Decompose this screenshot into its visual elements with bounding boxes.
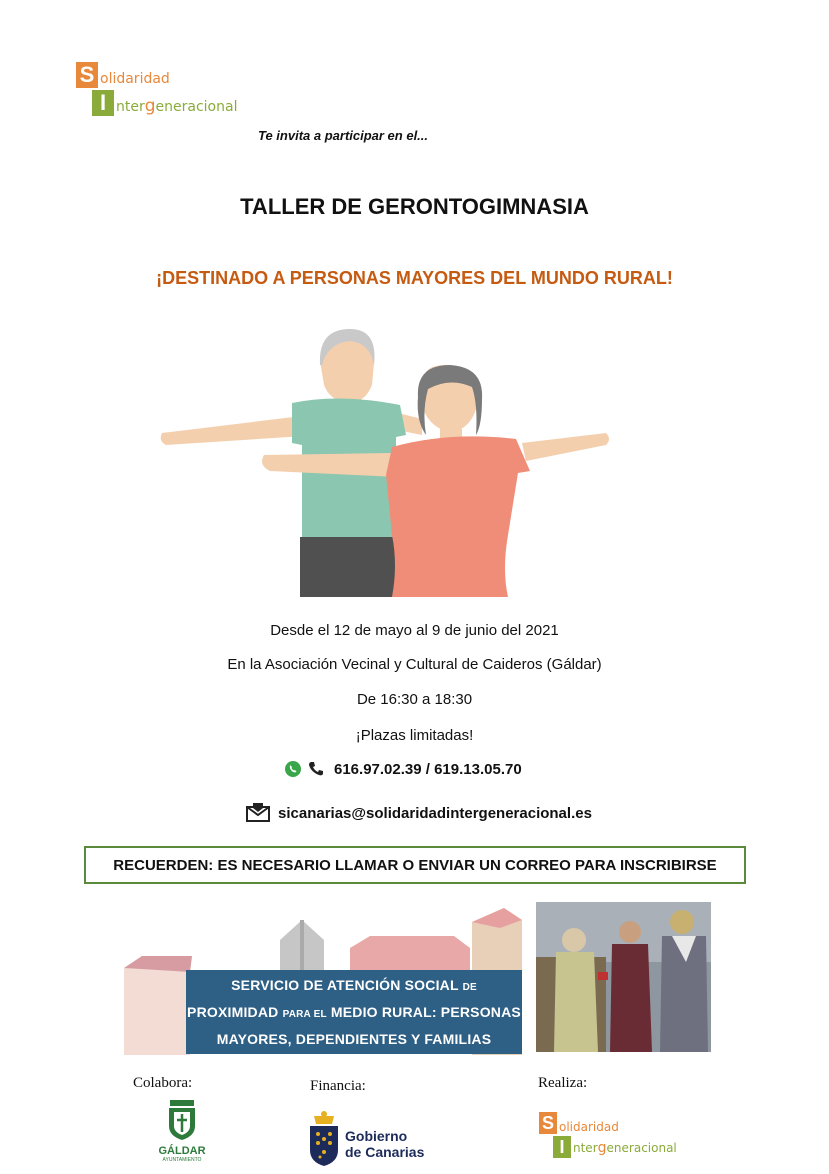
gobierno-line2: de Canarias [345, 1144, 425, 1160]
limited-places: ¡Plazas limitadas! [355, 727, 474, 744]
logo-word-solidaridad: olidaridad [100, 71, 170, 87]
event-location: En la Asociación Vecinal y Cultural de Caideros (Gáldar) [227, 656, 602, 673]
gobierno-line1: Gobierno [345, 1128, 408, 1144]
galdar-subtitle: AYUNTAMIENTO [162, 1157, 202, 1163]
footer-logo-i-square: I [553, 1136, 571, 1158]
logo-s-square: S [76, 62, 98, 88]
realiza-label: Realiza: [538, 1075, 588, 1091]
subtitle: ¡DESTINADO A PERSONAS MAYORES DEL MUNDO RURAL! [156, 268, 673, 288]
footer-logo-word-intergeneracional: ntergeneracional [573, 1140, 677, 1156]
phone-numbers[interactable]: 616.97.02.39 / 619.13.05.70 [334, 760, 522, 778]
galdar-name: GÁLDAR [158, 1145, 206, 1157]
logo-i-square: I [92, 90, 114, 116]
service-banner: SERVICIO DE ATENCIÓN SOCIAL DE PROXIMIDAD PARA EL MEDIO RURAL: PERSONAS MAYORES, DEPENDIENTES Y FAMILIAS [186, 970, 522, 1054]
email-address[interactable]: sicanarias@solidaridadintergeneracional.es [278, 805, 592, 822]
gobierno-canarias-logo [308, 1110, 424, 1166]
mail-icon [246, 802, 270, 822]
galdar-logo [150, 1100, 214, 1163]
phone-icon [308, 761, 324, 777]
event-hours: De 16:30 a 18:30 [356, 691, 473, 708]
page-title: TALLER DE GERONTOGIMNASIA [240, 194, 589, 219]
canarias-coat-of-arms-icon [308, 1110, 340, 1166]
footer-logo-word-solidaridad: olidaridad [559, 1120, 619, 1134]
colabora-label: Colabora: [133, 1075, 193, 1091]
elderly-couple-illustration [160, 325, 612, 600]
elderly-people-photo [536, 902, 711, 1052]
whatsapp-icon [284, 760, 302, 778]
footer-logo-s-square: S [539, 1112, 557, 1134]
phone-line [284, 760, 522, 778]
email-line [246, 802, 592, 822]
event-dates: Desde el 12 de mayo al 9 de junio del 2021 [270, 622, 559, 639]
galdar-shield-icon [167, 1100, 197, 1140]
financia-label: Financia: [310, 1078, 366, 1094]
registration-notice: RECUERDEN: ES NECESARIO LLAMAR O ENVIAR UN CORREO PARA INSCRIBIRSE [84, 846, 746, 884]
logo-solidaridad-intergeneracional-footer [539, 1112, 699, 1164]
invite-text: Te invita a participar en el... [258, 128, 429, 143]
logo-word-intergeneracional: ntergeneracional [116, 96, 238, 116]
logo-solidaridad-intergeneracional [76, 62, 256, 122]
